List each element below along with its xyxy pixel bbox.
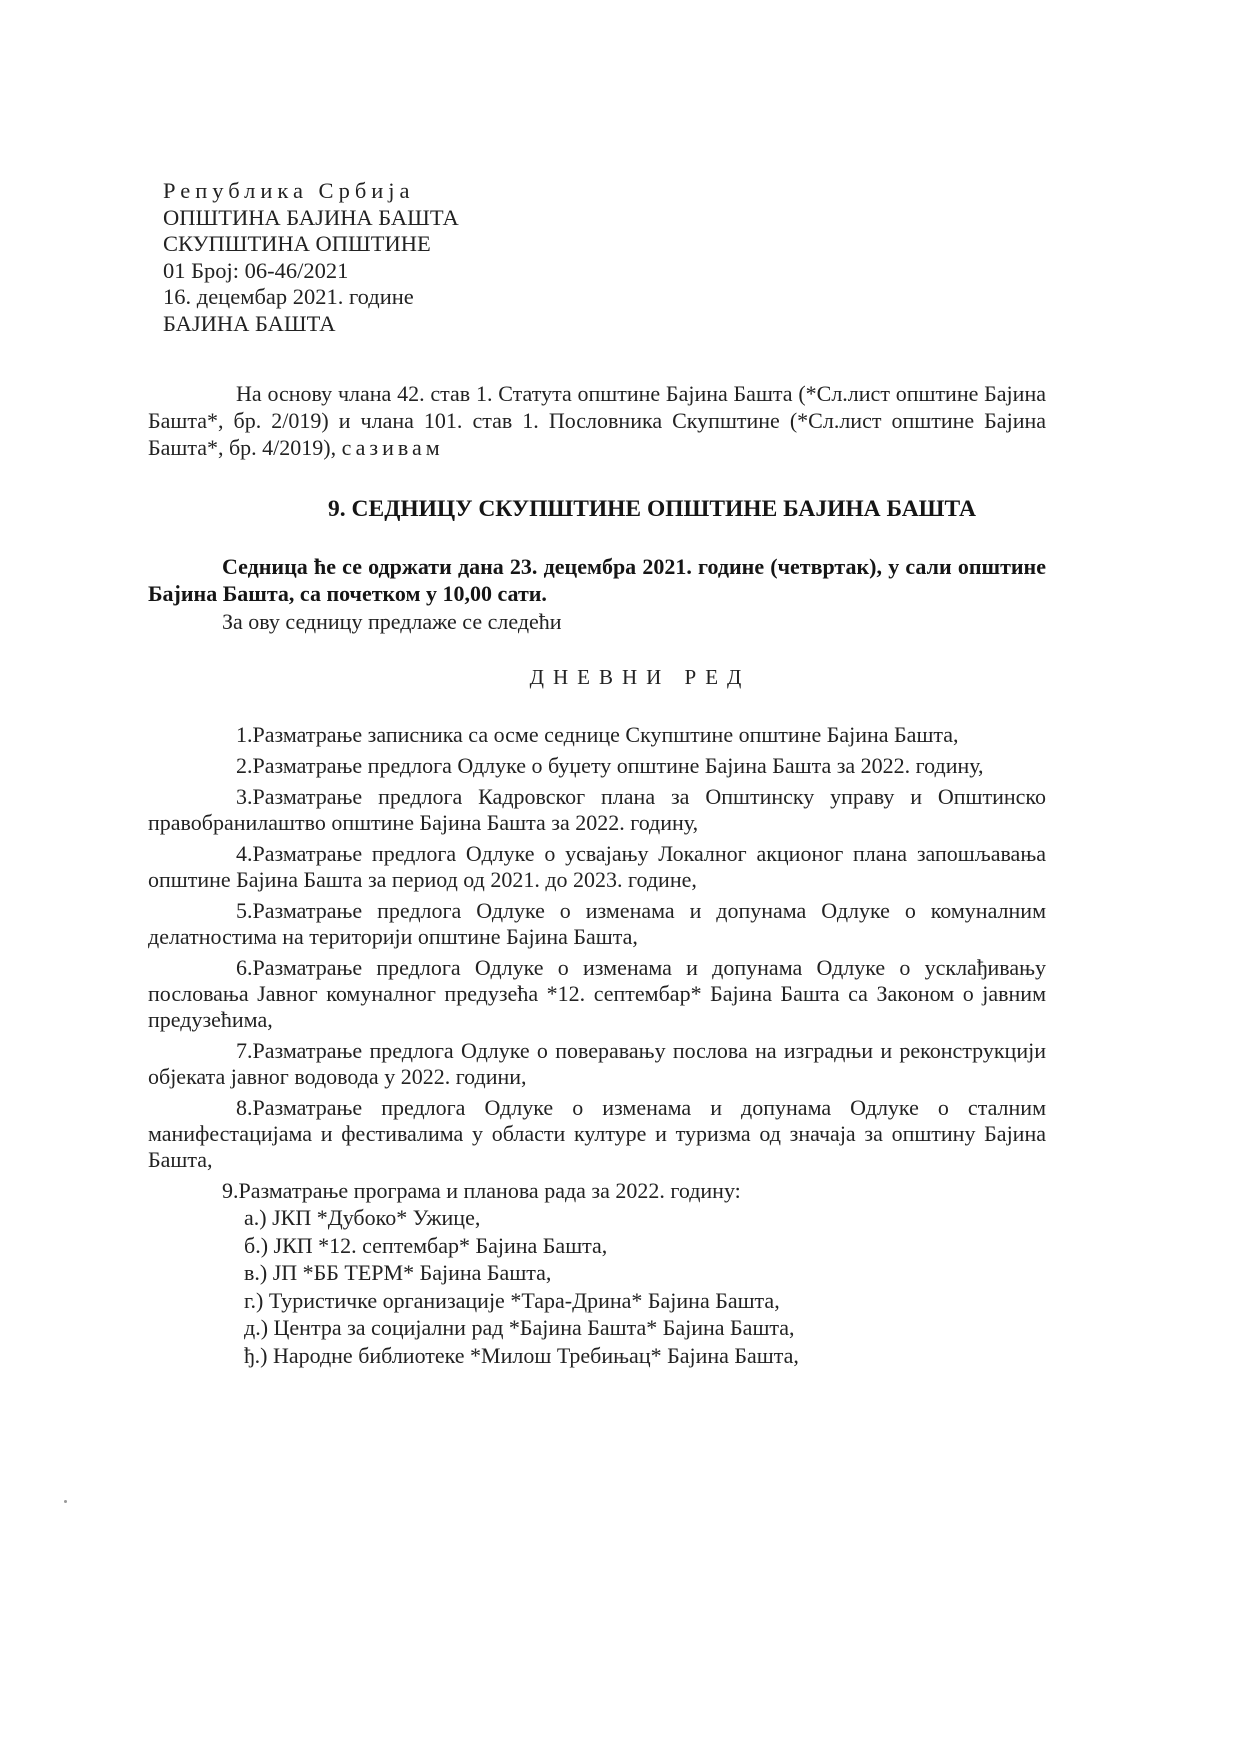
agenda-item-5: 5.Разматрање предлога Одлуке о изменама и допунама Одлуке о комуналним делатностима на територији општине Бајина Башта, xyxy=(148,898,1046,949)
agenda-subitem-d: д.) Центра за социјални рад *Бајина Башта* Бајина Башта, xyxy=(244,1315,795,1340)
agenda-item-3: 3.Разматрање предлога Кадровског плана за Општинску управу и Општинско правобранилаштво општине Бајина Башта за 2022. годину, xyxy=(148,784,1046,835)
agenda-item-4: 4.Разматрање предлога Одлуке о усвајању Локалног акционог плана запошљавања општине Бајина Башта за период од 2021. до 2023. године, xyxy=(148,841,1046,892)
agenda-item-7: 7.Разматрање предлога Одлуке о поверавању послова на изградњи и реконструкцији објеката јавног водовода у 2022. години, xyxy=(148,1038,1046,1089)
reference-number: 01 Број: 06-46/2021 xyxy=(163,257,349,283)
agenda-title: ДНЕВНИ РЕД xyxy=(529,665,751,689)
document-header xyxy=(163,178,459,337)
proposal-line: За ову седницу предлаже се следећи xyxy=(222,609,562,634)
republic-line: Република Србија xyxy=(163,178,415,203)
session-title: 9. СЕДНИЦУ СКУПШТИНЕ ОПШТИНЕ БАЈИНА БАШТА xyxy=(328,496,976,522)
agenda-subitem-dj: ђ.) Народне библиотеке *Милош Требињац* Бајина Башта, xyxy=(244,1342,799,1368)
agenda-item-8: 8.Разматрање предлога Одлуке о изменама и допунама Одлуке о сталним манифестацијама и фестивалима у области културе и туризма од значаја за општину Бајина Башта, xyxy=(148,1095,1046,1172)
convene-word: сазивам xyxy=(341,435,444,460)
session-details: Седница ће се одржати дана 23. децембра 2021. године (четвртак), у сали општине Бајина Башта, са почетком у 10,00 сати. xyxy=(148,554,1046,606)
agenda-subitem-g: г.) Туристичке организације *Тара-Дрина* Бајина Башта, xyxy=(244,1287,780,1313)
intro-paragraph xyxy=(148,380,1046,461)
agenda-item-2: 2.Разматрање предлога Одлуке о буџету општине Бајина Башта за 2022. годину, xyxy=(236,753,984,778)
scan-speck xyxy=(64,1500,67,1503)
agenda-item-1: 1.Разматрање записника са осме седнице Скупштине општине Бајина Башта, xyxy=(236,722,959,747)
agenda-list xyxy=(148,722,1046,1369)
assembly-line: СКУПШТИНА ОПШТИНЕ xyxy=(163,231,431,256)
document-date: 16. децембар 2021. године xyxy=(163,284,414,309)
agenda-item-9: 9.Разматрање програма и планова рада за 2022. годину: xyxy=(222,1178,741,1203)
place-line: БАЈИНА БАШТА xyxy=(163,310,336,336)
agenda-subitem-v: в.) ЈП *ББ ТЕРМ* Бајина Башта, xyxy=(244,1260,552,1285)
municipality-line: ОПШТИНА БАЈИНА БАШТА xyxy=(163,204,459,230)
agenda-subitem-a: а.) ЈКП *Дубоко* Ужице, xyxy=(244,1205,481,1230)
agenda-subitem-b: б.) ЈКП *12. септембар* Бајина Башта, xyxy=(244,1232,608,1258)
agenda-item-6: 6.Разматрање предлога Одлуке о изменама и допунама Одлуке о усклађивању пословања Јавног комуналног предузећа *12. септембар* Бајина Башта са Законом о јавним предузећима, xyxy=(148,955,1046,1032)
intro-text: На основу члана 42. став 1. Статута општине Бајина Башта (*Сл.лист општине Бајина Башта*, бр. 2/019) и члана 101. став 1. Пословника Скупштине (*Сл.лист општине Бајина Башта*, бр. 4/2019), xyxy=(148,381,1046,460)
